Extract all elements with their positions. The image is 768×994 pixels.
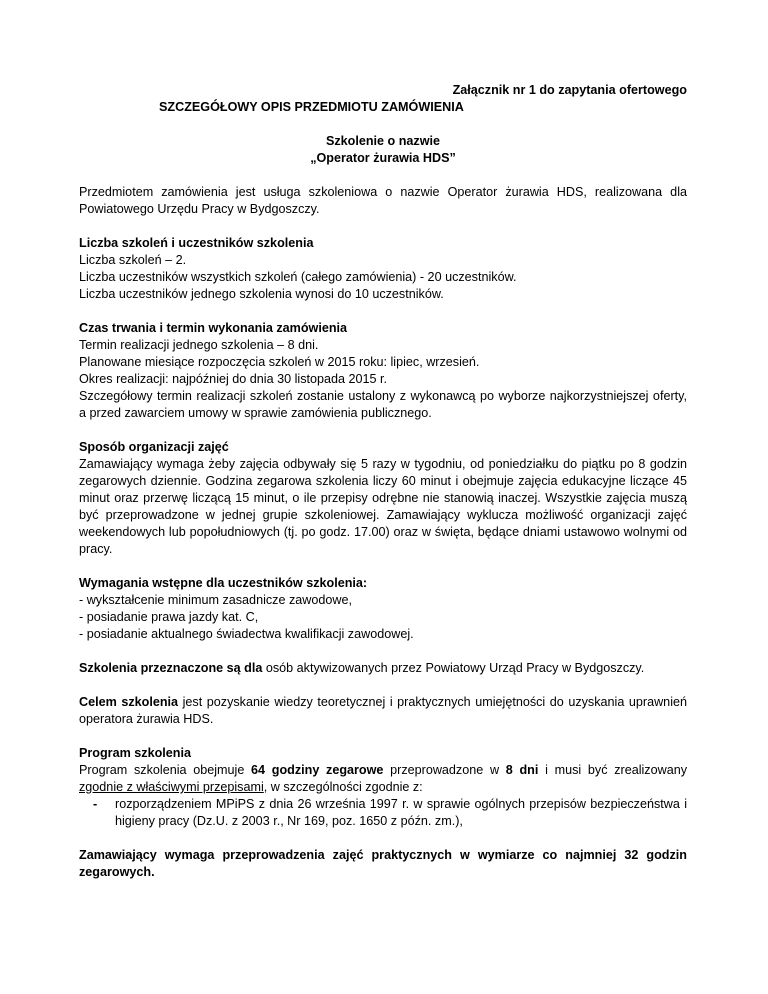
training-label: Szkolenie o nazwie: [325, 134, 441, 148]
program-regulations: zgodnie z właściwymi przepisami: [79, 780, 264, 794]
counts-heading: Liczba szkoleń i uczestników szkolenia: [79, 236, 314, 250]
goal-paragraph: [79, 694, 687, 728]
program-text: Program szkolenia obejmuje: [79, 763, 252, 777]
schedule-detail: Szczegółowy termin realizacji szkoleń zostanie ustalony z wykonawcą po wyborze najkorzystniejszej oferty, a przed zawarciem umowy w sprawie zamówienia publicznego.: [79, 389, 687, 420]
training-name: „Operator żurawia HDS”: [310, 151, 456, 165]
schedule-line: Okres realizacji: najpóźniej do dnia 30 listopada 2015 r.: [79, 372, 388, 386]
target-bold: Szkolenia przeznaczone są dla: [79, 661, 263, 675]
goal-bold: Celem szkolenia: [79, 695, 179, 709]
target-rest: osób aktywizowanych przez Powiatowy Urząd Pracy w Bydgoszczy.: [262, 661, 645, 675]
schedule-line: Planowane miesiące rozpoczęcia szkoleń w 2015 roku: lipiec, wrzesień.: [79, 355, 480, 369]
program-paragraph: [79, 762, 687, 796]
document-title: SZCZEGÓŁOWY OPIS PRZEDMIOTU ZAMÓWIENIA: [159, 100, 464, 114]
intro-paragraph: Przedmiotem zamówienia jest usługa szkoleniowa o nazwie Operator żurawia HDS, realizowana dla Powiatowego Urzędu Pracy w Bydgoszczy.: [79, 185, 687, 216]
organization-paragraph: Zamawiający wymaga żeby zajęcia odbywały się 5 razy w tygodniu, od poniedziałku do piątku po 8 godzin zegarowych dziennie. Godzina zegarowa szkolenia liczy 60 minut i obejmuje zajęcia edukacyjne liczące 45 minut oraz przerwę liczącą 15 minut, o ile przepisy odrębne nie stanowią inaczej. Wszystkie zajęcia muszą być przeprowadzone w jednej grupie szkoleniowej. Zamawiający wyklucza możliwość organizacji zajęć weekendowych lub popołudniowych (tj. po godz. 17.00) oraz w święta, będące dniami ustawowo wolnymi od pracy.: [79, 457, 687, 556]
bullet-dash: -: [93, 797, 98, 811]
counts-line: Liczba szkoleń – 2.: [79, 253, 187, 267]
program-bullet-item: [79, 796, 687, 830]
program-heading: Program szkolenia: [79, 746, 191, 760]
schedule-line: Termin realizacji jednego szkolenia – 8 dni.: [79, 338, 319, 352]
program-text: i musi być zrealizowany: [538, 763, 687, 777]
requirement-item: - posiadanie prawa jazdy kat. C,: [79, 610, 259, 624]
target-paragraph: [79, 660, 687, 677]
requirement-item: - wykształcenie minimum zasadnicze zawodowe,: [79, 593, 352, 607]
bullet-text: rozporządzeniem MPiPS z dnia 26 września 1997 r. w sprawie ogólnych przepisów bezpieczeństwa i higieny pracy (Dz.U. z 2003 r., Nr 169, poz. 1650 z późn. zm.),: [115, 797, 687, 828]
goal-rest: jest pozyskanie wiedzy teoretycznej i praktycznych umiejętności do uzyskania uprawnień operatora żurawia HDS.: [79, 695, 687, 726]
program-days: 8 dni: [505, 763, 539, 777]
counts-line: Liczba uczestników wszystkich szkoleń (całego zamówienia) - 20 uczestników.: [79, 270, 517, 284]
requirement-item: - posiadanie aktualnego świadectwa kwalifikacji zawodowej.: [79, 627, 414, 641]
schedule-heading: Czas trwania i termin wykonania zamówienia: [79, 321, 348, 335]
program-hours: 64 godziny zegarowe: [251, 763, 384, 777]
organization-heading: Sposób organizacji zajęć: [79, 440, 229, 454]
program-text: przeprowadzone w: [383, 763, 506, 777]
requirements-heading: Wymagania wstępne dla uczestników szkolenia:: [79, 576, 368, 590]
counts-line: Liczba uczestników jednego szkolenia wynosi do 10 uczestników.: [79, 287, 444, 301]
attachment-label: Załącznik nr 1 do zapytania ofertowego: [452, 83, 687, 97]
document-page: [79, 82, 687, 881]
program-text: , w szczególności zgodnie z:: [263, 780, 423, 794]
closing-paragraph: Zamawiający wymaga przeprowadzenia zajęć praktycznych w wymiarze co najmniej 32 godzin zegarowych.: [79, 848, 687, 879]
